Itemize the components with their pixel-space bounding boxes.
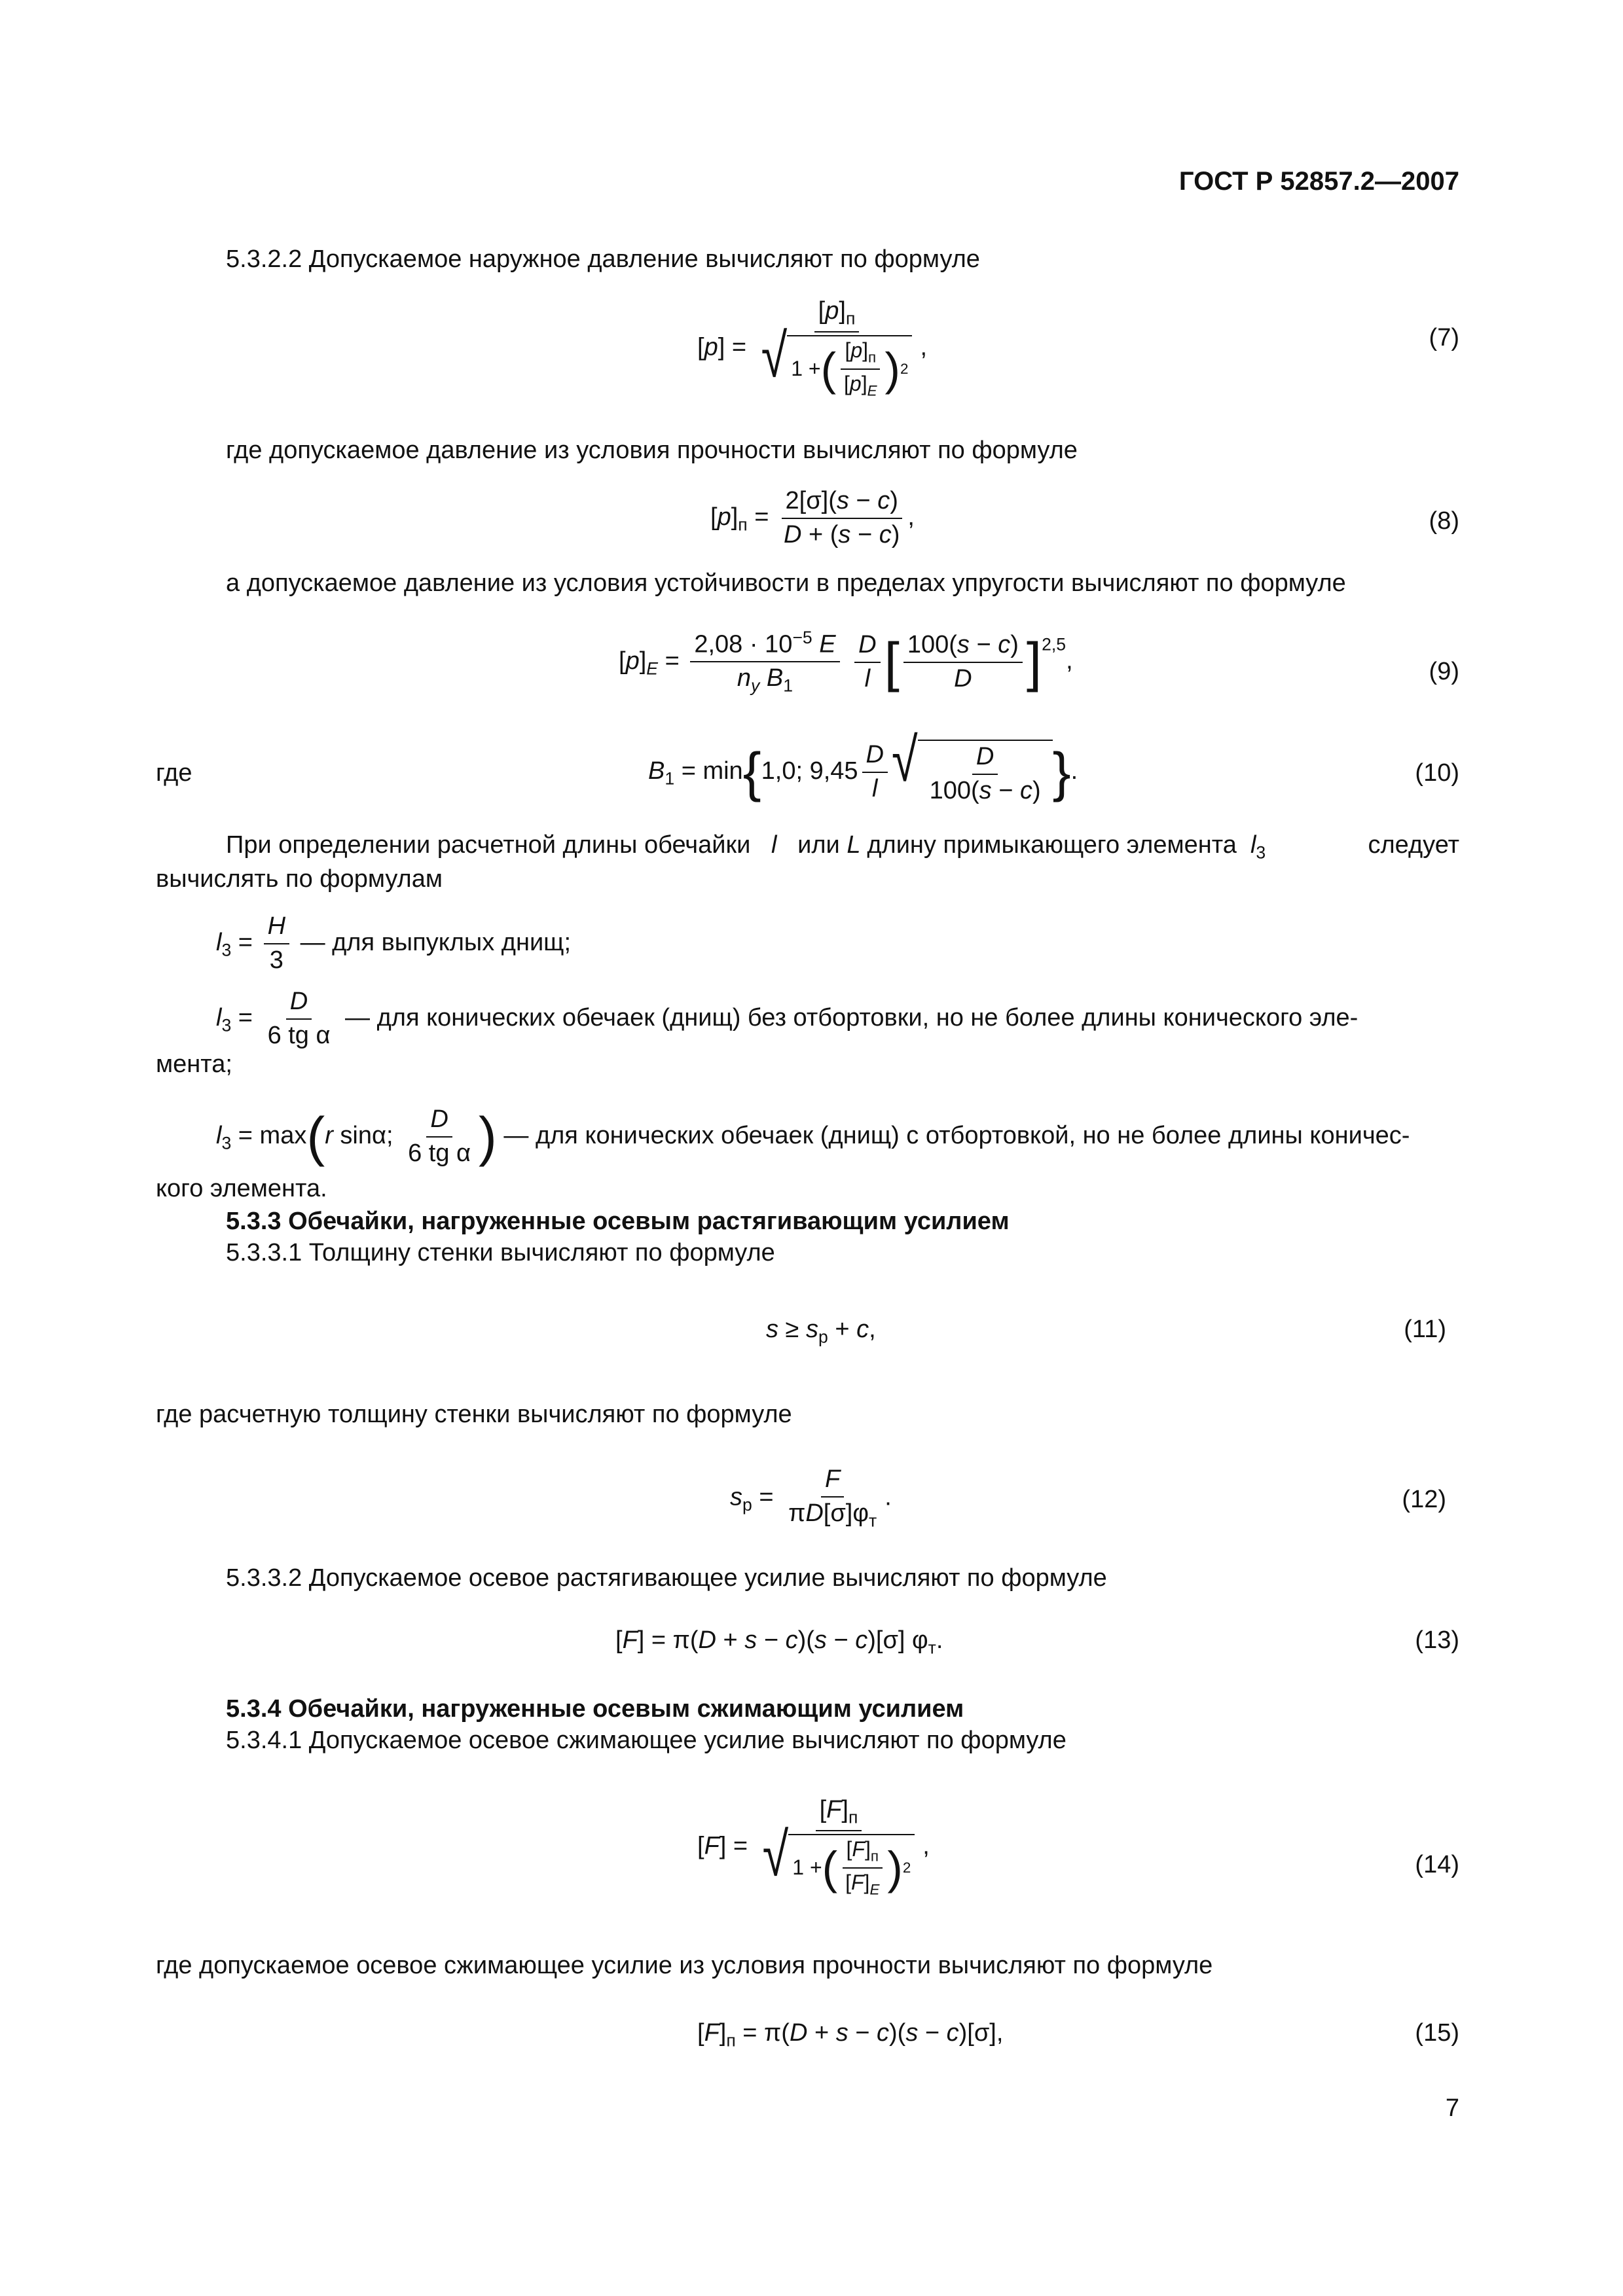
formula-l3-convex: $l_3$ = $\frac{H}{3}$ — для выпуклых днищ; bbox=[216, 912, 571, 974]
paragraph-5-3-3-2: 5.3.3.2 Допускаемое осевое растягивающее усилие вычисляют по формуле bbox=[226, 1564, 1107, 1592]
l3-convex-text: — для выпуклых днищ; bbox=[300, 928, 571, 956]
l3-conical-text-2: мента; bbox=[156, 1050, 232, 1078]
formula-13: [F] = π(D + s − c)(s − c)[σ] $\varphi_т$. bbox=[615, 1626, 943, 1658]
formula-9: $[p]_E$ = $\frac{2,08 \cdot 10^{-5} E}{n_y B_1}$ $\frac{D}{l}$ [ $\frac{100(s - c)}{D}$ ]$^{2,5}$, bbox=[619, 628, 1073, 696]
calc-length-text-4: следует bbox=[1368, 831, 1459, 859]
heading-5-3-3: 5.3.3 Обечайки, нагруженные осевым растягивающим усилием bbox=[226, 1208, 1010, 1235]
page-number: 7 bbox=[1445, 2094, 1459, 2122]
paragraph-5-3-2-2: 5.3.2.2 Допускаемое наружное давление вычисляют по формуле bbox=[226, 245, 980, 273]
l3-conical-text-1: — для конических обечаек (днищ) без отбортовки, но не более длины конического эле- bbox=[345, 1003, 1359, 1031]
heading-5-3-4: 5.3.4 Обечайки, нагруженные осевым сжимающим усилием bbox=[226, 1695, 964, 1723]
formula-7: [p] = $[p]_п$ √ 1 + ( $\frac{[p]_п}{[p]_E}$ ) 2 , bbox=[697, 297, 928, 399]
equation-number-9: (9) bbox=[1429, 658, 1459, 685]
calc-length-text-3: длину примыкающего элемента bbox=[867, 831, 1237, 859]
calc-length-text-2: или bbox=[797, 831, 840, 859]
l3-flanged-text-2: кого элемента. bbox=[156, 1175, 327, 1202]
formula-11: $s \ge s_р + c$, bbox=[766, 1316, 876, 1347]
formula-10: $B_1 = \min\{1,0$; 9,45 $\frac{D}{l}$ √ $\frac{D}{100(s - c)}$ }. bbox=[648, 726, 1078, 804]
equation-number-12: (12) bbox=[1402, 1486, 1446, 1513]
l3-flanged-text-1: — для конических обечаек (днищ) с отбортовкой, но не более длины коничес- bbox=[503, 1121, 1410, 1149]
formula-12: $s_р$ = $\frac{F}{\pi D[\sigma]\varphi_т}$ . bbox=[730, 1465, 892, 1531]
document-id: ГОСТ Р 52857.2—2007 bbox=[1178, 167, 1459, 196]
equation-number-7: (7) bbox=[1429, 324, 1459, 351]
equation-number-13: (13) bbox=[1415, 1626, 1459, 1654]
formula-l3-flanged: $l_3 = \max(r$ sinα; $\frac{D}{\text{6 tg α}}$ ) — для конических обечаек (днищ) с отбортовкой, но не более длины коничес- bbox=[216, 1105, 1410, 1167]
formula-8: $[p]_п$ = $\frac{2[\sigma](s - c)}{D + (s - c)}$ , bbox=[710, 487, 915, 548]
paragraph-where-strength: где допускаемое давление из условия прочности вычисляют по формуле bbox=[226, 437, 1078, 464]
paragraph-where-axial-strength: где допускаемое осевое сжимающее усилие из условия прочности вычисляют по формуле bbox=[156, 1952, 1213, 1979]
equation-number-10: (10) bbox=[1415, 759, 1459, 787]
equation-number-14: (14) bbox=[1415, 1851, 1459, 1878]
label-where: где bbox=[156, 759, 192, 787]
formula-15: $[F]_п = \pi(D + s - c)(s - c)[\sigma]$, bbox=[697, 2019, 1004, 2051]
paragraph-calc-length: При определении расчетной длины обечайки l или L длину примыкающего элемента $l_3$ следует bbox=[226, 831, 1459, 863]
formula-l3-conical: $l_3$ = $\frac{D}{\text{6 tg α}}$ — для конических обечаек (днищ) без отбортовки, но не более длины конического эле- bbox=[216, 988, 1359, 1049]
calc-length-text-1: При определении расчетной длины обечайки bbox=[226, 831, 751, 859]
formula-14: [F] = $[F]_п$ √ 1 + ( $\frac{[F]_п}{[F]_E}$ ) 2 , bbox=[697, 1796, 930, 1898]
paragraph-5-3-4-1: 5.3.4.1 Допускаемое осевое сжимающее усилие вычисляют по формуле bbox=[226, 1727, 1067, 1754]
paragraph-where-stability: а допускаемое давление из условия устойчивости в пределах упругости вычисляют по формуле bbox=[226, 569, 1346, 597]
paragraph-5-3-3-1: 5.3.3.1 Толщину стенки вычисляют по формуле bbox=[226, 1239, 775, 1266]
paragraph-calc-length-line2: вычислять по формулам bbox=[156, 865, 443, 893]
equation-number-11: (11) bbox=[1404, 1316, 1446, 1343]
paragraph-where-calc-thickness: где расчетную толщину стенки вычисляют по формуле bbox=[156, 1401, 792, 1428]
equation-number-8: (8) bbox=[1429, 507, 1459, 535]
equation-number-15: (15) bbox=[1415, 2019, 1459, 2047]
